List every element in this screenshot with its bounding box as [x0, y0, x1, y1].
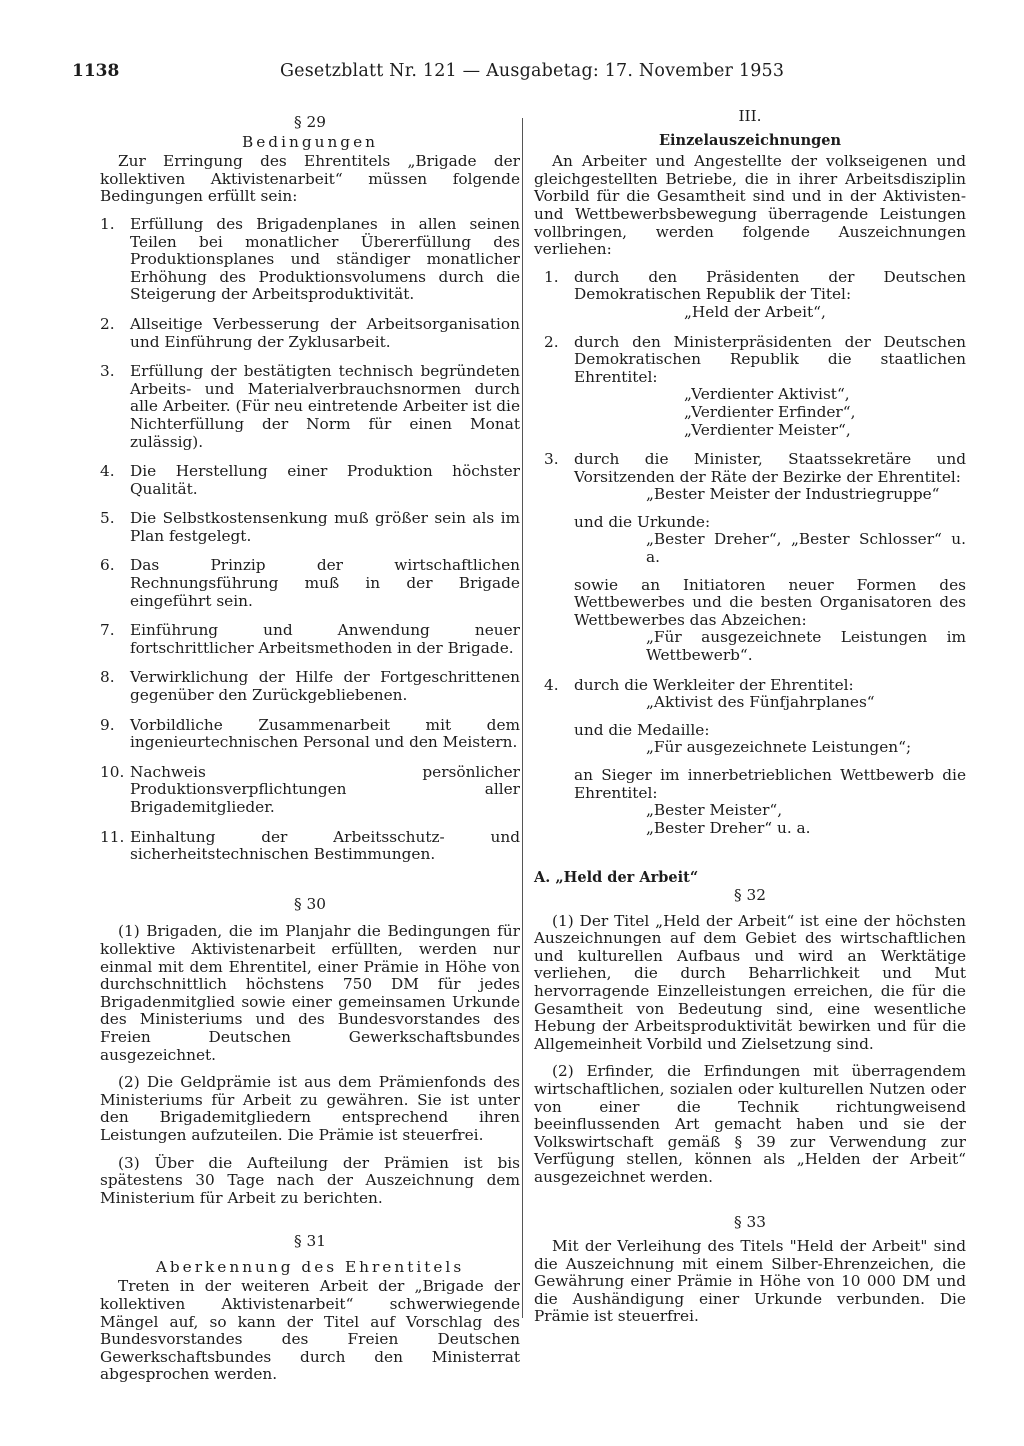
award-title: „Aktivist des Fünfjahrplanes“ — [646, 693, 875, 712]
list-item: 3. durch die Minister, Staatssekretäre und Vorsitzenden der Räte der Bezirke der Ehrentitel: „Bester Meister der Industriegruppe“ und die Urkunde: „Bester Dreher“, „Bester Schlosser“ u. a. sowie an Initiatoren neuer Formen des Wettbewerbes und die besten Organisatoren des Wettbewerbes das Abzeichen: „Für ausgezeichnete Leistungen im Wettbewerb“. — [544, 450, 966, 665]
awards-intro: An Arbeiter und Angestellte der volkseigenen und gleichgestellten Betriebe, die in ihrer Arbeitsdisziplin Vorbild für die Gesamtheit sind und in der Aktivisten- und Wettbewerbsbewegung überragende Leistungen vollbringen, werden folgende Auszeichnungen verliehen: — [534, 152, 966, 259]
list-item: 7. Einführung und Anwendung neuer fortschrittlicher Arbeitsmethoden in der Brigade. — [100, 621, 520, 657]
section-32-heading: § 32 — [734, 885, 766, 904]
section-31-paragraph: Treten in der weiteren Arbeit der „Brigade der kollektiven Aktivistenarbeit“ schwerwiegende Mängel auf, so kann der Titel auf Vorschlag des Bundesvorstandes des Freien Deutschen Gewerkschaftsbundes durch den Ministerrat abgesprochen werden. — [100, 1277, 520, 1384]
section-29-subheading: Bedingungen — [241, 132, 379, 151]
section-29-heading: § 29 — [294, 113, 326, 131]
award-title: „Bester Dreher“, „Bester Schlosser“ u. a. — [646, 530, 966, 567]
page-header — [0, 63, 1024, 87]
list-item: 1. Erfüllung des Brigadenplanes in allen seinen Teilen bei monatlicher Übererfüllung des Produktionsplanes und ständiger monatlicher Erhöhung des Produktionsvolumens durch die Steigerung der Arbeitsproduktivität. — [100, 214, 520, 304]
section-30-heading: § 30 — [294, 894, 326, 913]
part-number: III. — [738, 107, 762, 125]
award-title: „Bester Meister der Industriegruppe“ — [646, 485, 940, 504]
award-title: „Bester Dreher“ u. a. — [646, 818, 811, 837]
list-item: 2. durch den Ministerpräsidenten der Deutschen Demokratischen Republik die staatlichen Ehrentitel: „Verdienter Aktivist“, „Verdienter Erfinder“, „Verdienter Meister“, — [544, 332, 966, 439]
list-item: 1. durch den Präsidenten der Deutschen Demokratischen Republik der Titel: „Held der Arbeit“, — [544, 267, 966, 321]
right-column — [534, 108, 966, 1326]
section-31-heading: § 31 — [294, 1232, 326, 1251]
page-number: 1138 — [72, 61, 120, 81]
list-item: 10. Nachweis persönlicher Produktionsverpflichtungen aller Brigademitglieder. — [100, 762, 520, 816]
award-title: „Für ausgezeichnete Leistungen“; — [646, 738, 912, 757]
section-29-intro: Zur Erringung des Ehrentitels „Brigade der kollektiven Aktivistenarbeit“ müssen folgende Bedingungen erfüllt sein: — [100, 152, 520, 206]
section-32-paragraph-2: (2) Erfinder, die Erfindungen mit überragendem wirtschaftlichen, sozialen oder kulturellen Nutzen oder von einer die Technik richtungweisend beeinflussenden Art gemacht haben und sie der Volkswirtschaft gemäß § 39 zur Verwendung zur Verfügung stellen, können als „Helden der Arbeit“ ausgezeichnet werden. — [534, 1062, 966, 1186]
list-item: 6. Das Prinzip der wirtschaftlichen Rechnungsführung muß in der Brigade eingeführt sein. — [100, 556, 520, 610]
award-title: „Für ausgezeichnete Leistungen im Wettbewerb“. — [646, 628, 966, 665]
list-item: 4. Die Herstellung einer Produktion höchster Qualität. — [100, 462, 520, 498]
list-item: 2. Allseitige Verbesserung der Arbeitsorganisation und Einführung der Zyklusarbeit. — [100, 314, 520, 351]
part-title: Einzelauszeichnungen — [658, 131, 842, 149]
list-item: 4. durch die Werkleiter der Ehrentitel: „Aktivist des Fünfjahrplanes“ und die Medaille: „Für ausgezeichnete Leistungen“; an Sieger im innerbetrieblichen Wettbewerb die Ehrentitel: „Bester Meister“, „Bester Dreher“ u. a. — [544, 675, 966, 837]
section-32-paragraph-1: (1) Der Titel „Held der Arbeit“ ist eine der höchsten Auszeichnungen auf dem Gebiet des wirtschaftlichen und kulturellen Aufbaus und wird an Werktätige verliehen, die durch Beharrlichkeit und Mut hervorragende Einzelleistungen erreichen, die für die Gesamtheit von Bedeutung sind, eine wesentliche Hebung der Arbeitsproduktivität bewirken und für die Allgemeinheit Vorbild und Zielsetzung sind. — [534, 911, 966, 1053]
award-title: „Held der Arbeit“, — [684, 302, 826, 321]
subsection-a-heading: A. „Held der Arbeit“ — [534, 869, 699, 887]
section-33-heading: § 33 — [734, 1213, 766, 1232]
section-31-subheading: Aberkennung des Ehrentitels — [155, 1257, 465, 1276]
list-item: 11. Einhaltung der Arbeitsschutz- und sicherheitstechnischen Bestimmungen. — [100, 827, 520, 864]
award-title: „Verdienter Meister“, — [684, 420, 851, 439]
award-title: „Verdienter Erfinder“, — [684, 402, 856, 421]
conditions-list — [100, 216, 520, 864]
awards-list — [534, 269, 966, 838]
left-column — [100, 114, 520, 1384]
award-title: „Verdienter Aktivist“, — [684, 385, 850, 404]
section-30-paragraph-1: (1) Brigaden, die im Planjahr die Bedingungen für kollektive Aktivistenarbeit erfüllten, werden nur einmal mit dem Ehrentitel, einer Prämie in Höhe von durchschnittlich höchstens 750 DM für jedes Brigadenmitglied sowie einer gemeinsamen Urkunde des Ministeriums und des Bundesvorstandes des Freien Deutschen Gewerkschaftsbundes ausgezeichnet. — [100, 922, 520, 1064]
section-30-paragraph-2: (2) Die Geldprämie ist aus dem Prämienfonds des Ministeriums für Arbeit zu gewähren. Sie ist unter den Brigademitgliedern entsprechend ihren Leistungen aufzuteilen. Die Prämie ist steuerfrei. — [100, 1073, 520, 1144]
list-item: 9. Vorbildliche Zusammenarbeit mit dem ingenieurtechnischen Personal und den Meistern. — [100, 715, 520, 752]
list-item: 8. Verwirklichung der Hilfe der Fortgeschrittenen gegenüber den Zurückgebliebenen. — [100, 668, 520, 705]
award-title: „Bester Meister“, — [646, 801, 783, 820]
list-item: 3. Erfüllung der bestätigten technisch begründeten Arbeits- und Materialverbrauchsnormen durch alle Arbeiter. (Für neu eintretende Arbeiter ist die Nichterfüllung der Norm für einen Monat zulässig). — [100, 362, 520, 451]
section-30-paragraph-3: (3) Über die Aufteilung der Prämien ist bis spätestens 30 Tage nach der Auszeichnung dem Ministerium für Arbeit zu berichten. — [100, 1153, 520, 1207]
section-33-paragraph: Mit der Verleihung des Titels "Held der Arbeit" sind die Auszeichnung mit einem Silber-Ehrenzeichen, die Gewährung einer Prämie in Höhe von 10 000 DM und die Aushändigung einer Urkunde verbunden. Die Prämie ist steuerfrei. — [534, 1237, 966, 1326]
gazette-title: Gesetzblatt Nr. 121 — Ausgabetag: 17. November 1953 — [280, 61, 785, 81]
column-divider — [522, 118, 523, 1318]
list-item: 5. Die Selbstkostensenkung muß größer sein als im Plan festgelegt. — [100, 509, 520, 545]
